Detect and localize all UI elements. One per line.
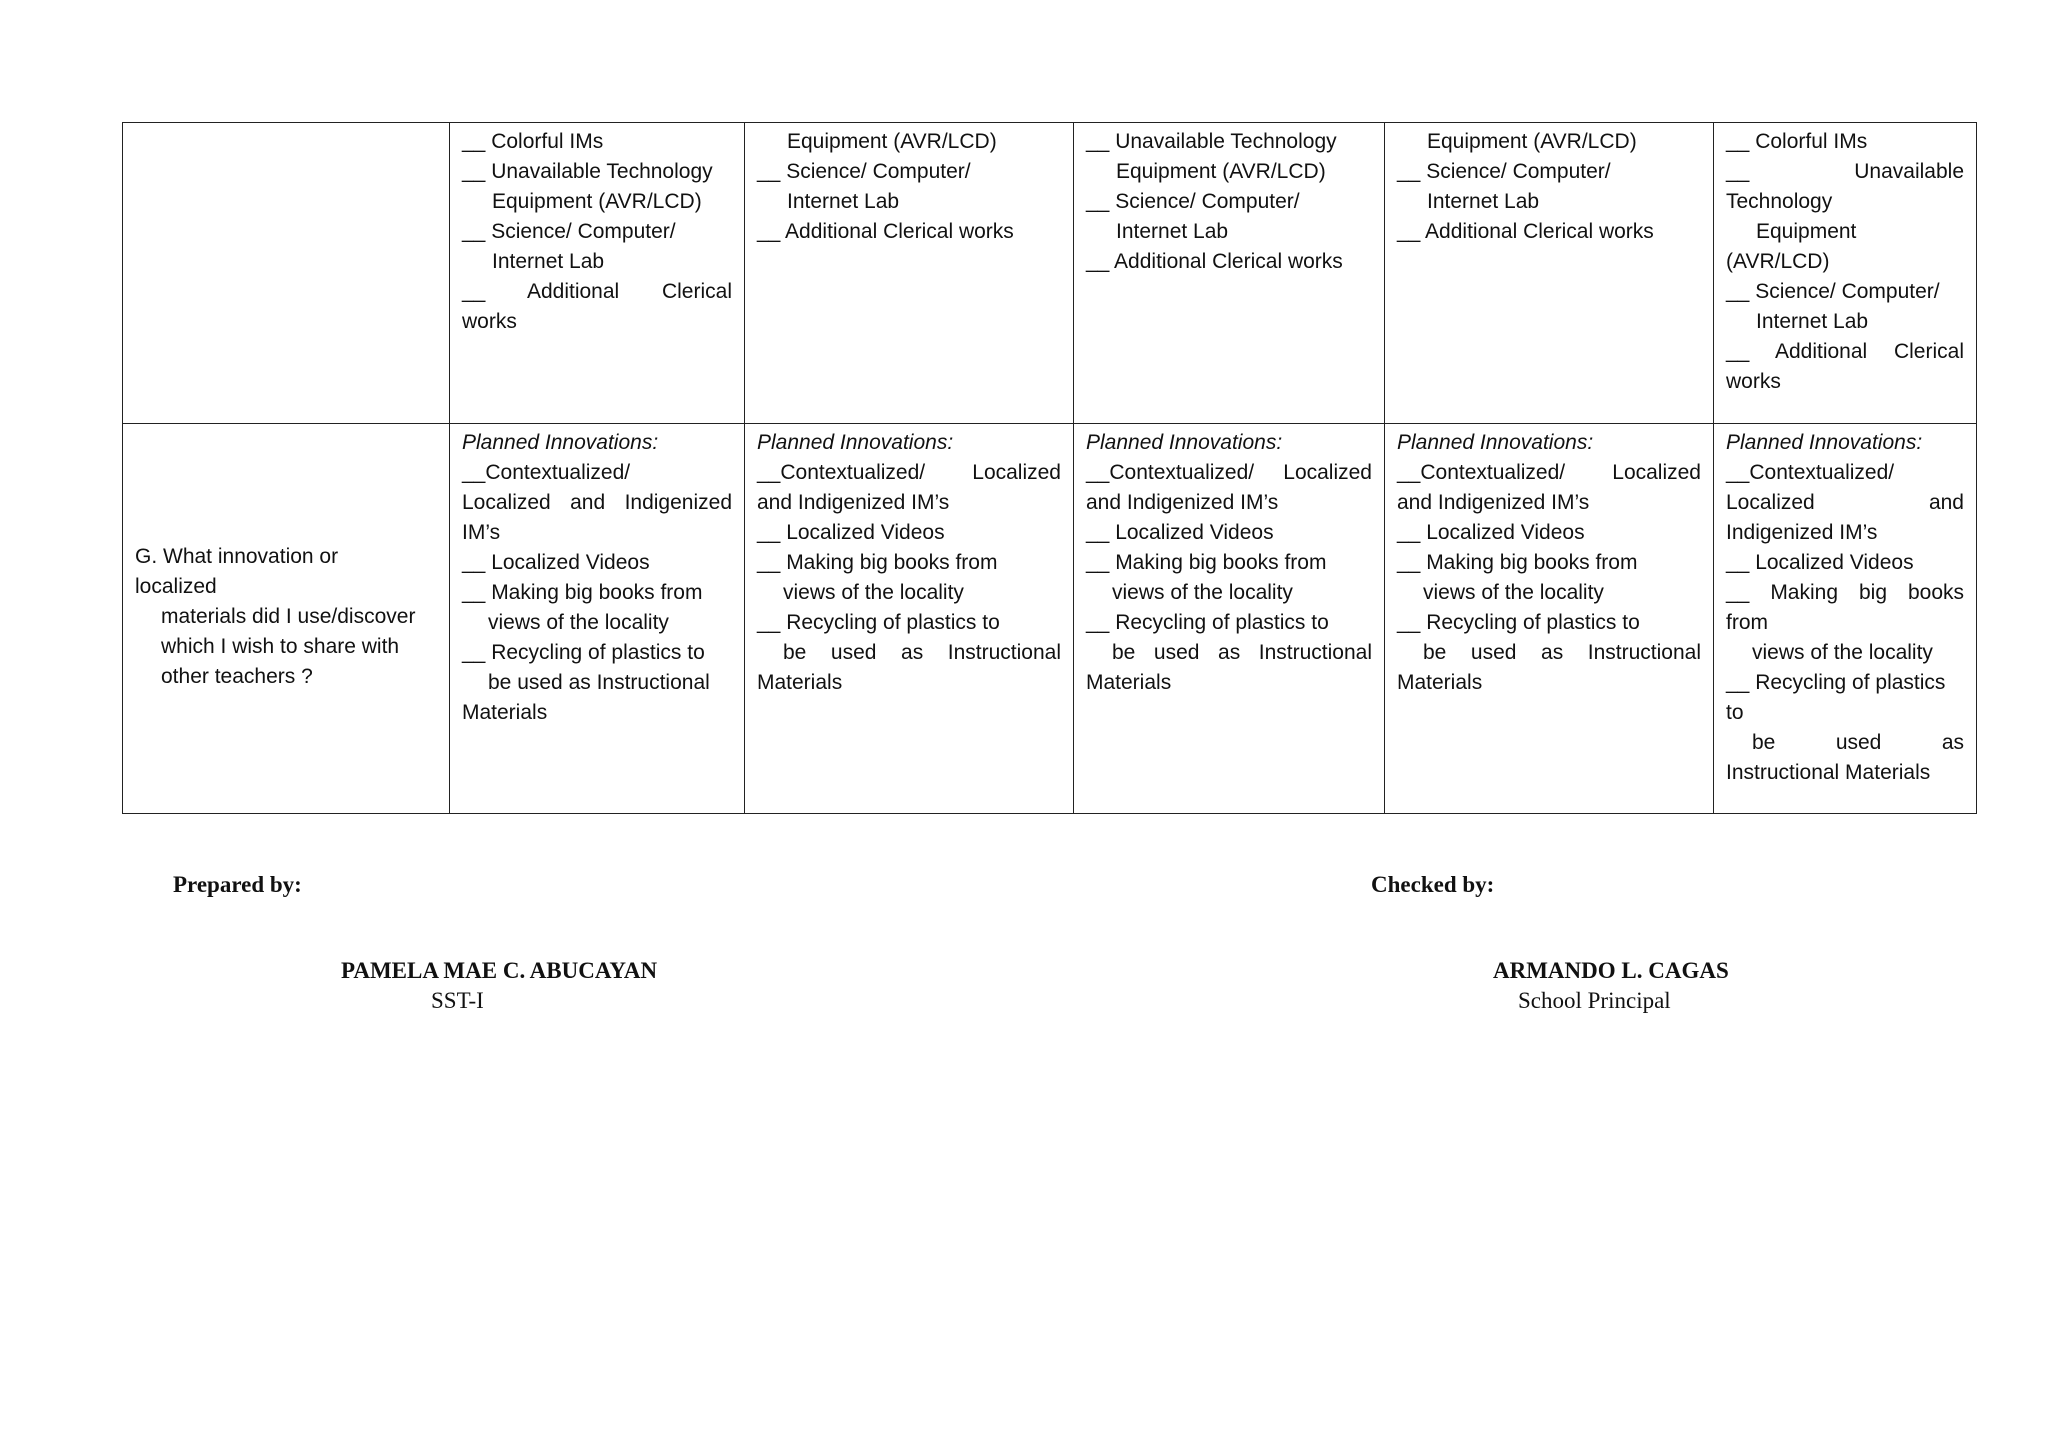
row-label-cell-question-g — [123, 424, 450, 814]
cell-line: __ Recycling of plastics to — [757, 611, 1000, 634]
cell-line: __ Science/ Computer/ — [1726, 280, 1940, 303]
cell-line: Technology — [1726, 190, 1833, 213]
cell-line: __ Unavailable Technology — [462, 160, 713, 183]
cell-line: __ Recycling of plastics to — [1086, 611, 1329, 634]
cell-line: views of the locality — [1112, 581, 1293, 604]
cell-line: (AVR/LCD) — [1726, 250, 1830, 273]
question-line: materials did I use/discover — [161, 604, 416, 628]
prepared-by-title: SST-I — [431, 988, 484, 1013]
cell-line: be used as Instructional — [488, 671, 710, 694]
cell-line: Materials — [462, 701, 548, 724]
cell-line: __ Colorful IMs — [1726, 130, 1868, 153]
cell-line: Equipment (AVR/LCD) — [787, 130, 997, 153]
cell-line: __ Making big books from — [1397, 551, 1638, 574]
cell-line: and Indigenized IM’s — [757, 491, 950, 514]
cell-line: Materials — [1086, 671, 1172, 694]
table-row-difficulties — [123, 123, 1977, 424]
difficulties-cell-5 — [1714, 123, 1977, 424]
cell-line: __ Additional Clerical works — [1397, 220, 1654, 243]
difficulties-cell-3 — [1074, 123, 1385, 424]
cell-line: Materials — [757, 671, 843, 694]
cell-line: Equipment (AVR/LCD) — [1427, 130, 1637, 153]
cell-line: views of the locality — [488, 611, 669, 634]
row-label-cell-empty — [123, 123, 450, 424]
cell-line: __ Recycling of plastics to — [462, 641, 705, 664]
dll-reflection-table — [122, 122, 1977, 814]
innovations-cell-1 — [450, 424, 745, 814]
cell-line: __ Localized Videos — [757, 521, 945, 544]
difficulties-cell-1 — [450, 123, 745, 424]
cell-line: Materials — [1397, 671, 1483, 694]
cell-line: be used as — [1752, 731, 1964, 754]
cell-line: works — [1726, 370, 1781, 393]
question-line: G. What innovation or — [135, 544, 339, 568]
cell-line: __ Colorful IMs — [462, 130, 604, 153]
cell-line: __Contextualized/ Localized — [757, 461, 1061, 484]
cell-line: Internet Lab — [1427, 190, 1540, 213]
cell-line: __Contextualized/ — [462, 461, 631, 484]
cell-line: IM’s — [462, 521, 501, 544]
cell-line: Equipment — [1756, 220, 1857, 243]
cell-line: __ Recycling of plastics — [1726, 671, 1946, 694]
question-line: which I wish to share with — [161, 634, 400, 658]
cell-line: __ Making big books from — [1086, 551, 1327, 574]
difficulties-cell-2 — [745, 123, 1074, 424]
cell-line: __ Unavailable — [1726, 160, 1964, 183]
innovations-cell-4 — [1385, 424, 1714, 814]
cell-line: Internet Lab — [1756, 310, 1869, 333]
cell-line: views of the locality — [783, 581, 964, 604]
cell-line: views of the locality — [1423, 581, 1604, 604]
table-row-innovations — [123, 424, 1977, 814]
question-line: other teachers ? — [161, 664, 313, 688]
cell-line: __ Additional Clerical works — [757, 220, 1014, 243]
cell-line: __ Localized Videos — [462, 551, 650, 574]
checked-by-name: ARMANDO L. CAGAS — [1493, 958, 1729, 983]
cell-line: __ Additional Clerical — [1726, 340, 1964, 363]
checked-by-title: School Principal — [1518, 988, 1671, 1013]
planned-innovations-heading: Planned Innovations: — [1086, 431, 1283, 454]
innovations-cell-5 — [1714, 424, 1977, 814]
cell-line: Localized and Indigenized — [462, 491, 732, 514]
cell-line: __ Localized Videos — [1397, 521, 1585, 544]
cell-line: Internet Lab — [492, 250, 605, 273]
cell-line: __ Additional Clerical works — [1086, 250, 1343, 273]
cell-line: to — [1726, 701, 1744, 724]
cell-line: Localized and — [1726, 491, 1964, 514]
cell-line: __ Making big books from — [757, 551, 998, 574]
cell-line: __ Additional Clerical — [462, 280, 732, 303]
question-line: localized — [135, 574, 217, 598]
cell-line: __ Localized Videos — [1726, 551, 1914, 574]
cell-line: __ Localized Videos — [1086, 521, 1274, 544]
innovations-cell-3 — [1074, 424, 1385, 814]
planned-innovations-heading: Planned Innovations: — [462, 431, 659, 454]
cell-line: __ Unavailable Technology — [1086, 130, 1337, 153]
cell-line: __ Making big books from — [462, 581, 703, 604]
cell-line: Internet Lab — [1116, 220, 1229, 243]
cell-line: __ Recycling of plastics to — [1397, 611, 1640, 634]
prepared-by-label: Prepared by: — [173, 872, 302, 897]
innovations-cell-2 — [745, 424, 1074, 814]
cell-line: be used as Instructional — [1112, 641, 1372, 664]
cell-line: be used as Instructional — [783, 641, 1061, 664]
cell-line: __ Making big books — [1726, 581, 1964, 604]
cell-line: __Contextualized/ Localized — [1086, 461, 1372, 484]
cell-line: Indigenized IM’s — [1726, 521, 1878, 544]
cell-line: works — [462, 310, 517, 333]
cell-line: __Contextualized/ — [1726, 461, 1895, 484]
cell-line: Internet Lab — [787, 190, 900, 213]
cell-line: __ Science/ Computer/ — [462, 220, 676, 243]
planned-innovations-heading: Planned Innovations: — [1397, 431, 1594, 454]
prepared-by-name: PAMELA MAE C. ABUCAYAN — [341, 958, 658, 983]
planned-innovations-heading: Planned Innovations: — [1726, 431, 1923, 454]
cell-line: views of the locality — [1752, 641, 1933, 664]
cell-line: from — [1726, 611, 1768, 634]
cell-line: and Indigenized IM’s — [1397, 491, 1590, 514]
cell-line: __ Science/ Computer/ — [1086, 190, 1300, 213]
cell-line: Equipment (AVR/LCD) — [1116, 160, 1326, 183]
difficulties-cell-4 — [1385, 123, 1714, 424]
checked-by-label: Checked by: — [1371, 872, 1495, 897]
planned-innovations-heading: Planned Innovations: — [757, 431, 954, 454]
cell-line: __Contextualized/ Localized — [1397, 461, 1701, 484]
cell-line: Equipment (AVR/LCD) — [492, 190, 702, 213]
cell-line: Instructional Materials — [1726, 761, 1931, 784]
cell-line: and Indigenized IM’s — [1086, 491, 1279, 514]
cell-line: __ Science/ Computer/ — [1397, 160, 1611, 183]
cell-line: __ Science/ Computer/ — [757, 160, 971, 183]
cell-line: be used as Instructional — [1423, 641, 1701, 664]
